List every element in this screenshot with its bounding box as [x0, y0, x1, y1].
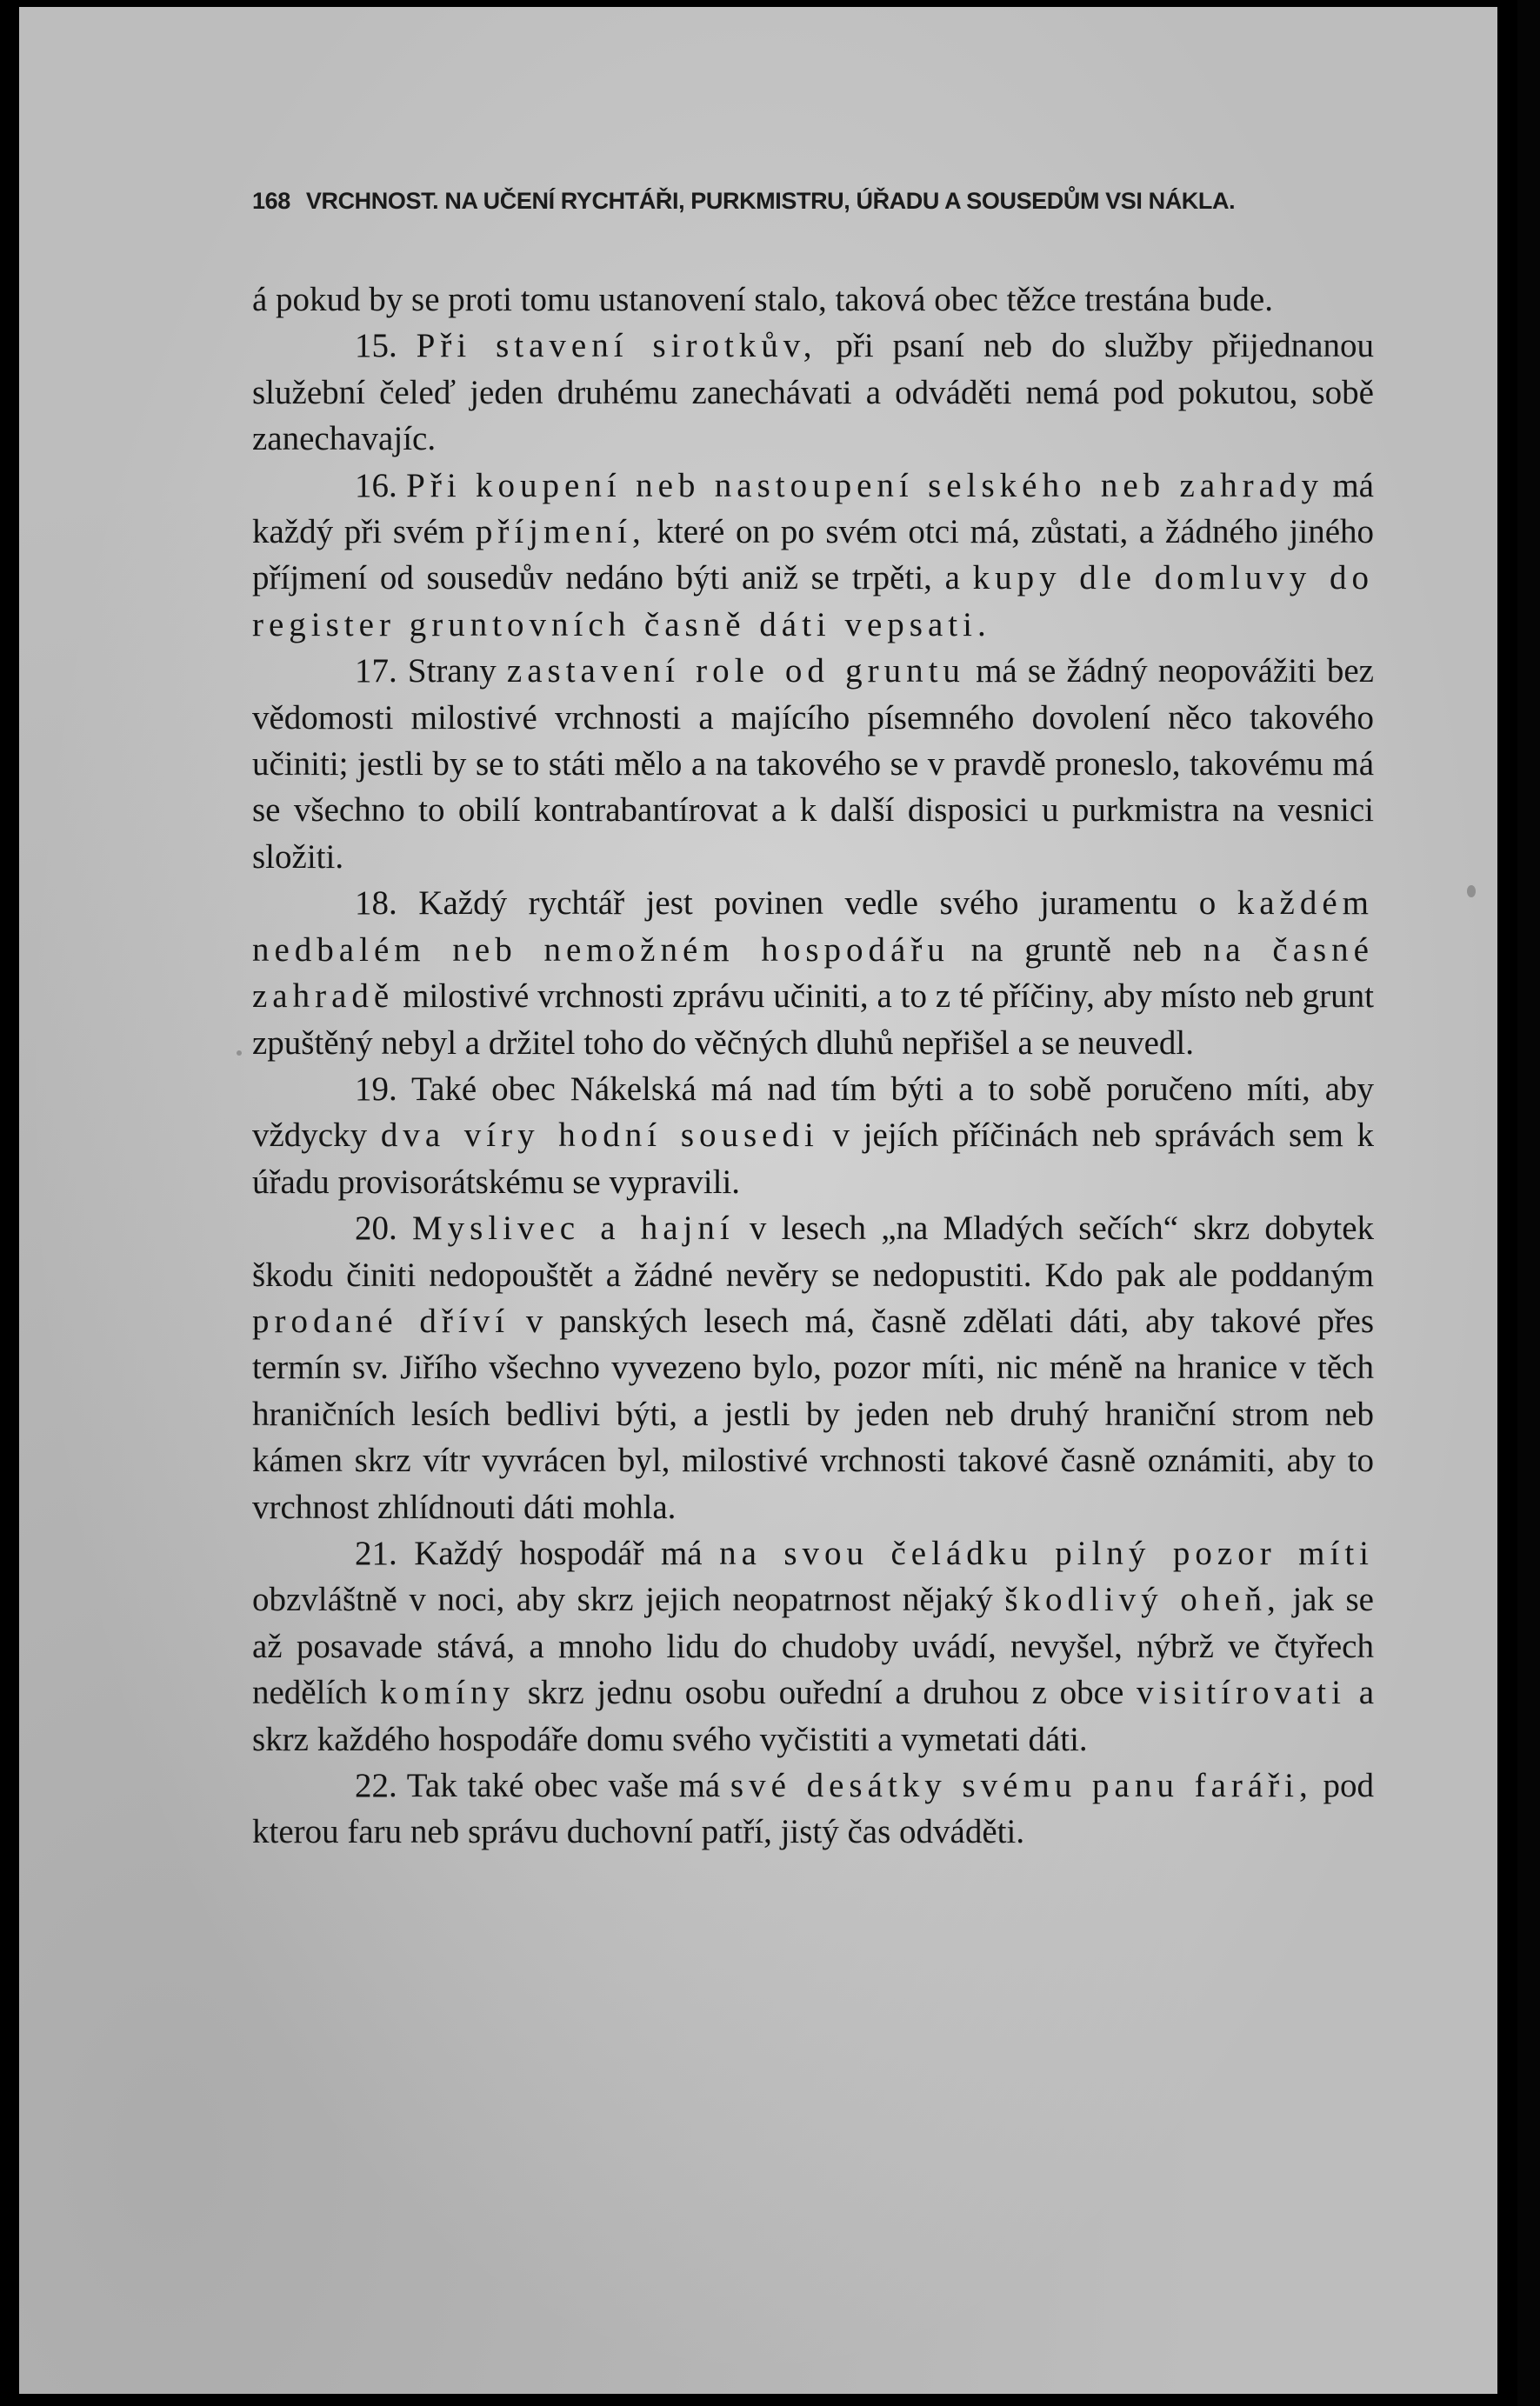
article-body — [252, 277, 1374, 1856]
paragraph-text: na gruntě neb — [949, 930, 1203, 969]
paragraph-text: Tak také obec vaše má — [406, 1767, 730, 1804]
paragraph-number: 21. — [355, 1534, 397, 1572]
paragraph-text: Také obec Nákelská má nad tím býti a to sobě poručeno míti, aby vždycky — [252, 1070, 1375, 1155]
paragraph-text: v lesech „na Mladých sečích“ skrz dobytek škodu činiti nedopouštět a žádné nevěry se nedopustiti. Kdo pak ale poddaným — [252, 1210, 1375, 1294]
paragraph-text: milostivé vrchnosti zprávu učiniti, a to z té příčiny, aby místo neb grunt zpuštěný nebyl a držitel toho do věčných dluhů nepřišel a se neuvedl. — [252, 977, 1374, 1062]
running-title: VRCHNOST. NA UČENÍ RYCHTÁŘI, PURKMISTRU, ÚŘADU A SOUSEDŮM VSI NÁKLA. — [305, 188, 1236, 214]
spaced-emphasis-text: kupy dle domluvy do register gruntovních časně dáti vepsati. — [252, 559, 1374, 643]
scan-edge — [1517, 0, 1540, 2406]
paragraph-20 — [252, 1205, 1374, 1530]
paragraph-17 — [252, 648, 1374, 880]
paragraph-text: v panských lesech má, časně zdělati dáti, aby takové přes termín sv. Jiřího všechno vyvezeno bylo, pozor míti, nic méně na hranice v těch hraničních lesích bedlivi býti, a jestli by jeden neb druhý hraniční strom neb kámen skrz vítr vyvrácen byl, milostivé vrchnosti takové časně oznámiti, aby to vrchnost zhlídnouti dáti mohla. — [252, 1302, 1374, 1526]
paragraph-number: 20. — [355, 1210, 397, 1248]
spaced-emphasis-text: prodané dříví — [252, 1302, 510, 1340]
spaced-emphasis-text: na časné zahradě — [252, 930, 1374, 1016]
paragraph-cont — [252, 277, 1374, 323]
paragraph-22 — [252, 1763, 1374, 1856]
spaced-emphasis-text: komíny — [379, 1674, 515, 1712]
spaced-emphasis-text: každém nedbalém neb nemožném hospodářu — [252, 884, 1374, 969]
spaced-emphasis-text: visitírovati — [1136, 1674, 1346, 1712]
paragraph-number: 19. — [355, 1070, 397, 1108]
paragraph-number: 18. — [355, 884, 397, 923]
paragraph-number: 16. — [355, 466, 397, 504]
paragraph-text: jak se až posavade stává, a mnoho lidu do chudoby uvádí, nevyšel, nýbrž ve čtyřech nedělích — [252, 1581, 1374, 1712]
spaced-emphasis-text: škodlivý oheň, — [1004, 1581, 1281, 1619]
paragraph-text: Strany — [407, 652, 507, 690]
paragraph-16 — [252, 463, 1374, 649]
paragraph-18 — [252, 880, 1374, 1066]
page-smudge — [1467, 885, 1476, 897]
paragraph-number: 15. — [355, 327, 397, 365]
page-smudge — [237, 1050, 242, 1056]
paragraph-number: 17. — [355, 652, 397, 690]
running-header — [252, 188, 1383, 215]
paragraph-21 — [252, 1530, 1374, 1763]
paragraph-text: má každý při svém — [252, 466, 1374, 551]
paragraph-text: má se žádný neopovážiti bez vědomosti milostivé vrchnosti a majícího písemného dovolení něco takového učiniti; jestli by se to státi mělo a na takového se v pravdě proneslo, takovému má se všechno to obilí kontrabantírovat a k další disposici u purkmistra na vesnici složiti. — [252, 652, 1374, 876]
paragraph-15 — [252, 323, 1374, 462]
spaced-emphasis-text: na svou čeládku pilný pozor míti — [719, 1534, 1374, 1572]
paragraph-19 — [252, 1066, 1374, 1205]
page-number: 168 — [252, 188, 290, 214]
spaced-emphasis-text: zastavení role od gruntu — [506, 652, 965, 690]
paragraph-text: skrz jednu osobu ouřední a druhou z obce — [514, 1674, 1137, 1712]
paragraph-text: při psaní neb do služby přijednanou služební čeleď jeden druhému zanechávati a odváděti nemá pod pokutou, sobě zanechavajíc. — [252, 327, 1374, 458]
spaced-emphasis-text: své desátky svému panu faráři, — [730, 1767, 1313, 1804]
spaced-emphasis-text: dva víry hodní sousedi — [380, 1116, 819, 1155]
spaced-emphasis-text: Při koupení neb nastoupení selského neb zahrady — [406, 466, 1323, 504]
paragraph-text: které on po svém otci má, zůstati, a žádného jiného příjmení od sousedův nedáno býti aniž se trpěti, a — [252, 513, 1374, 597]
paragraph-text: Každý rychtář jest povinen vedle svého juramentu o — [418, 884, 1237, 923]
paragraph-text: á pokud by se proti tomu ustanovení stalo, taková obec těžce trestána bude. — [252, 281, 1273, 318]
spaced-emphasis-text: Při stavení sirotkův, — [416, 327, 817, 365]
spaced-emphasis-text: Myslivec a hajní — [411, 1210, 735, 1248]
paragraph-number: 22. — [355, 1767, 397, 1804]
paragraph-text: v jejích příčinách neb správách sem k úřadu provisorátskému se vypravili. — [252, 1116, 1375, 1201]
paragraph-text: a skrz každého hospodáře domu svého vyčistiti a vymetati dáti. — [252, 1674, 1374, 1758]
paragraph-text: obzvláštně v noci, aby skrz jejich neopatrnost nějaký — [252, 1581, 1005, 1619]
paragraph-text: pod kterou faru neb správu duchovní patří, jistý čas odváděti. — [252, 1767, 1375, 1851]
paragraph-text: Každý hospodář má — [414, 1534, 720, 1572]
spaced-emphasis-text: příjmení, — [475, 513, 646, 551]
